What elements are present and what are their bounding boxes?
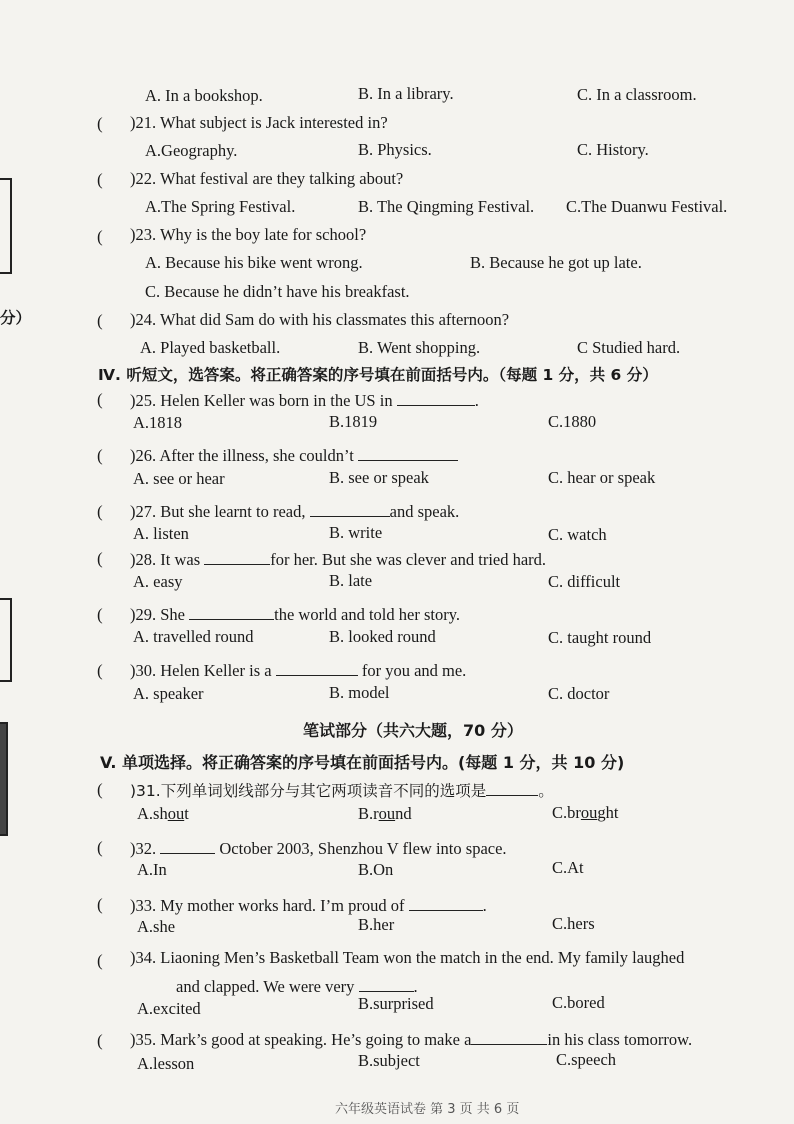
left-margin-score-text: 分） (0, 309, 32, 327)
q29-option-c: C. taught round (548, 628, 652, 647)
q30-option-b: B. model (329, 683, 390, 702)
section-4-title: Ⅳ. 听短文，选答案。将正确答案的序号填在前面括号内。（每题 1 分，共 6 分） (98, 366, 658, 384)
q21-option-a: A.Geography. (145, 141, 238, 160)
q26-option-a: A. see or hear (133, 469, 225, 488)
q24-stem: )24. What did Sam do with his classmates this afternoon? (130, 310, 510, 329)
q32-option-b: B.On (358, 860, 394, 879)
q21-option-c: C. History. (577, 140, 649, 159)
q22-answer-bracket[interactable]: ( (97, 170, 103, 189)
q28-option-b: B. late (329, 571, 373, 590)
q34-answer-bracket[interactable]: ( (97, 951, 103, 970)
q34-stem-line1: )34. Liaoning Men’s Basketball Team won the match in the end. My family laughed (130, 948, 685, 967)
q28-stem: )28. It was for her. But she was clever and tried hard. (130, 550, 547, 569)
binding-margin-box-2 (0, 598, 12, 682)
q26-option-b: B. see or speak (329, 468, 429, 487)
q25-option-b: B.1819 (329, 412, 378, 431)
q23-option-c: C. Because he didn’t have his breakfast. (145, 282, 410, 301)
q25-answer-bracket[interactable]: ( (97, 390, 103, 409)
q24-option-a: A. Played basketball. (140, 338, 281, 357)
q28-option-c: C. difficult (548, 572, 621, 591)
q21-option-b: B. Physics. (358, 140, 432, 159)
q35-option-a: A.lesson (137, 1054, 195, 1073)
q34-stem-line2: and clapped. We were very . (176, 977, 418, 996)
q31-option-a: A.shout (137, 804, 189, 823)
q31-stem: )31.下列单词划线部分与其它两项读音不同的选项是 。 (130, 779, 554, 801)
q27-option-b: B. write (329, 523, 383, 542)
q34-option-b: B.surprised (358, 994, 434, 1013)
q26-stem: )26. After the illness, she couldn’t (130, 444, 458, 466)
q23-option-b: B. Because he got up late. (470, 253, 642, 272)
q22-option-b: B. The Qingming Festival. (358, 197, 535, 216)
q29-stem: )29. She the world and told her story. (130, 605, 461, 624)
q27-stem: )27. But she learnt to read, and speak. (130, 502, 460, 521)
q24-option-b: B. Went shopping. (358, 338, 481, 357)
q26-option-c: C. hear or speak (548, 468, 656, 487)
q23-option-a: A. Because his bike went wrong. (145, 253, 363, 272)
q29-option-a: A. travelled round (133, 627, 254, 646)
q32-option-c: C.At (552, 858, 584, 877)
q28-option-a: A. easy (133, 572, 183, 591)
q26-answer-bracket[interactable]: ( (97, 446, 103, 465)
q23-stem: )23. Why is the boy late for school? (130, 225, 367, 244)
q34-option-a: A.excited (137, 999, 201, 1018)
q35-answer-bracket[interactable]: ( (97, 1031, 103, 1050)
binding-margin-box (0, 178, 12, 274)
q22-stem: )22. What festival are they talking about? (130, 169, 404, 188)
q30-option-c: C. doctor (548, 684, 610, 703)
q30-option-a: A. speaker (133, 684, 204, 703)
q35-option-c: C.speech (556, 1050, 617, 1069)
binding-margin-box-3 (0, 722, 8, 836)
q23-answer-bracket[interactable]: ( (97, 227, 103, 246)
q25-stem: )25. Helen Keller was born in the US in . (130, 391, 479, 410)
q28-answer-bracket[interactable]: ( (97, 549, 103, 568)
q32-stem: )32. October 2003, Shenzhou V flew into space. (130, 839, 507, 858)
q33-option-a: A.she (137, 917, 176, 936)
q35-option-b: B.subject (358, 1051, 420, 1070)
q32-answer-bracket[interactable]: ( (97, 838, 103, 857)
q27-answer-bracket[interactable]: ( (97, 502, 103, 521)
q24-answer-bracket[interactable]: ( (97, 311, 103, 330)
q25-option-c: C.1880 (548, 412, 597, 431)
q20-option-b: B. In a library. (358, 84, 454, 103)
q27-option-a: A. listen (133, 524, 189, 543)
page-footer: 六年级英语试卷 第 3 页 共 6 页 (335, 1102, 520, 1117)
q29-option-b: B. looked round (329, 627, 436, 646)
q31-answer-bracket[interactable]: ( (97, 780, 103, 799)
q33-answer-bracket[interactable]: ( (97, 895, 103, 914)
written-part-title: 笔试部分（共六大题，70 分） (303, 721, 523, 740)
q24-option-c: C Studied hard. (577, 338, 681, 357)
q30-answer-bracket[interactable]: ( (97, 661, 103, 680)
q31-option-c: C.brought (552, 803, 619, 822)
q33-option-b: B.her (358, 915, 395, 934)
q20-option-a: A. In a bookshop. (145, 86, 263, 105)
q31-option-b: B.round (358, 804, 412, 823)
q34-option-c: C.bored (552, 993, 605, 1012)
q27-option-c: C. watch (548, 525, 607, 544)
section-5-title: V. 单项选择。将正确答案的序号填在前面括号内。(每题 1 分，共 10 分) (100, 753, 625, 772)
q32-option-a: A.In (137, 860, 167, 879)
q35-stem: )35. Mark’s good at speaking. He’s going to make a in his class tomorrow. (130, 1030, 693, 1049)
q29-answer-bracket[interactable]: ( (97, 605, 103, 624)
q21-answer-bracket[interactable]: ( (97, 114, 103, 133)
q22-option-a: A.The Spring Festival. (145, 197, 296, 216)
q22-option-c: C.The Duanwu Festival. (566, 197, 728, 216)
q25-option-a: A.1818 (133, 413, 183, 432)
q21-stem: )21. What subject is Jack interested in? (130, 113, 388, 132)
q20-option-c: C. In a classroom. (577, 85, 697, 104)
q33-option-c: C.hers (552, 914, 595, 933)
q33-stem: )33. My mother works hard. I’m proud of . (130, 896, 487, 915)
q30-stem: )30. Helen Keller is a for you and me. (130, 661, 467, 680)
